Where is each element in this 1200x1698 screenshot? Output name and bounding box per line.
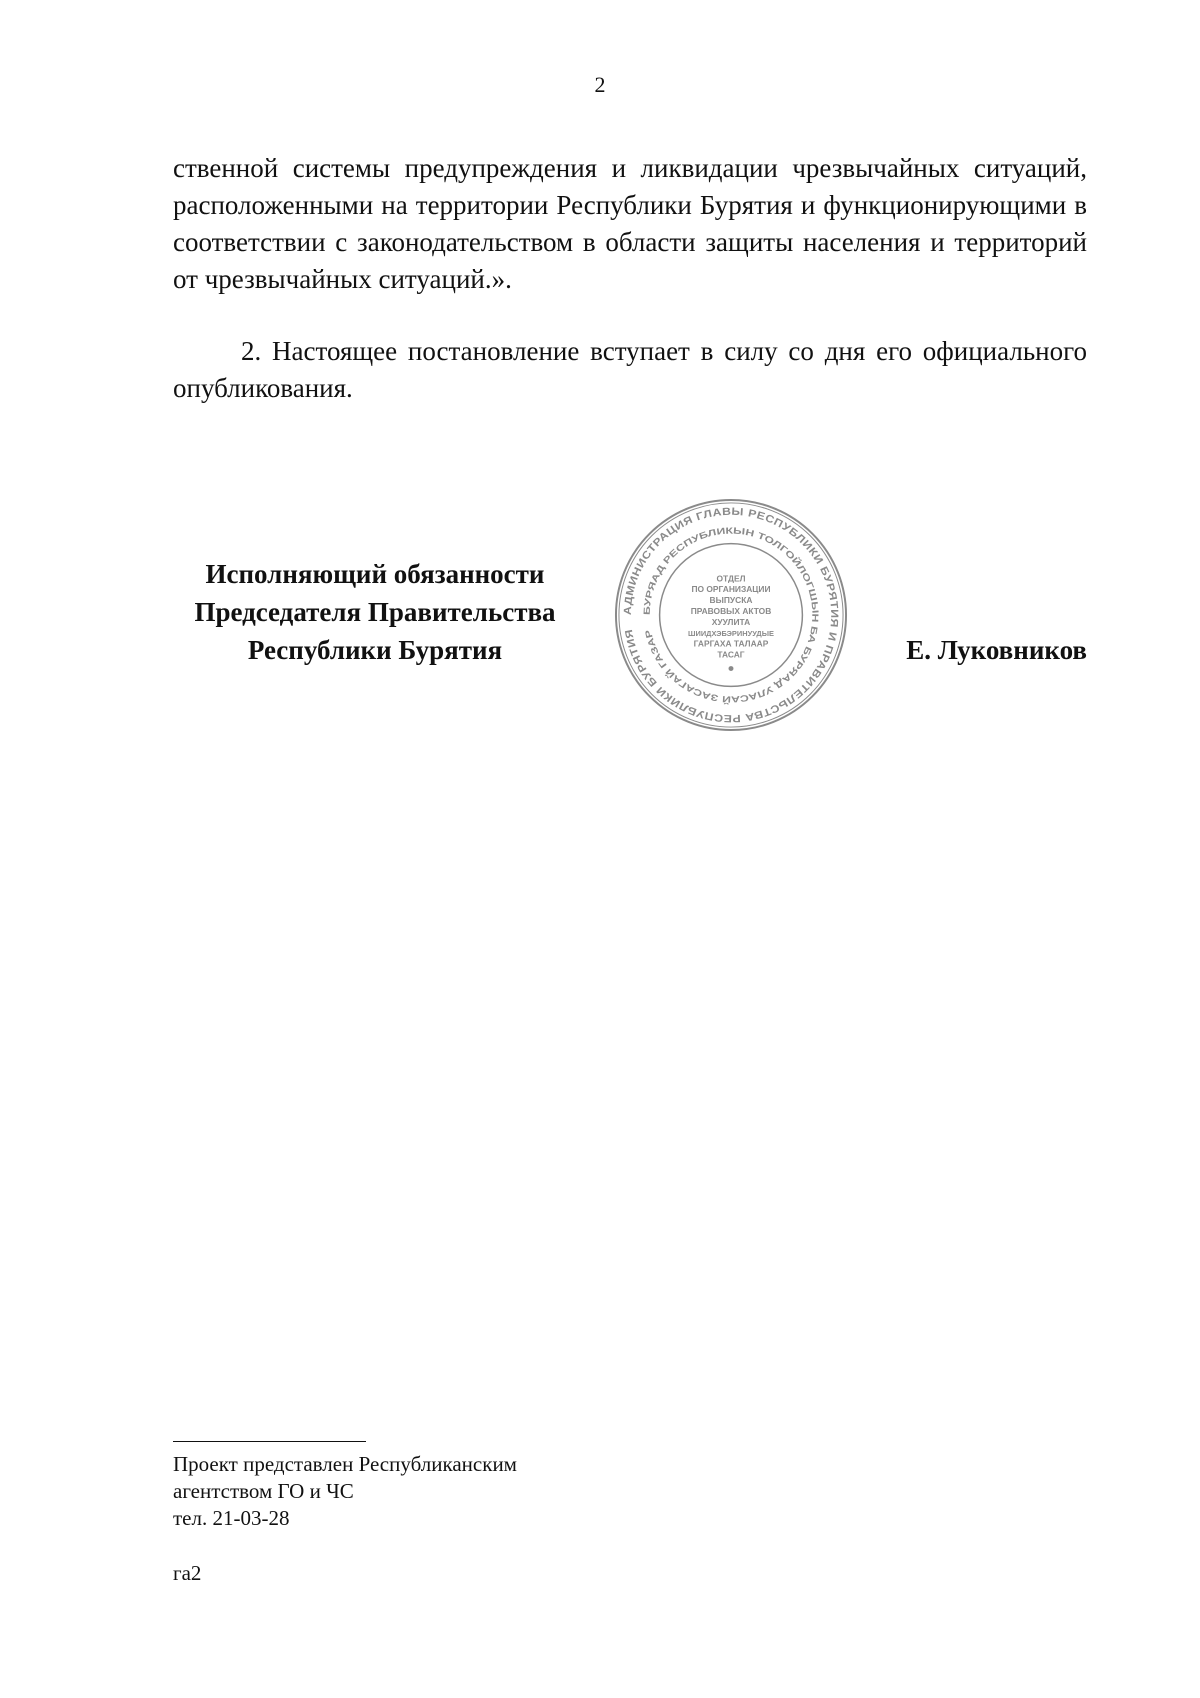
footnote-line: тел. 21-03-28 xyxy=(173,1506,290,1530)
seal-center-line: ГАРГАХА ТАЛААР xyxy=(693,638,769,649)
footnote-divider xyxy=(173,1441,366,1442)
document-code: га2 xyxy=(173,1561,202,1585)
signatory-position-line: Председателя Правительства xyxy=(194,597,556,627)
seal-outer-text: АДМИНИСТРАЦИЯ ГЛАВЫ РЕСПУБЛИКИ БУРЯТИЯ И ПРАВИТЕЛЬСТВА РЕСПУБЛИКИ БУРЯТИЯ xyxy=(622,506,840,724)
seal-center-line: ПО ОРГАНИЗАЦИИ xyxy=(691,584,771,595)
official-seal xyxy=(612,496,850,734)
signatory-name: Е. Луковников xyxy=(906,635,1087,665)
seal-inner-text: БУРЯАД РЕСПУБЛИКЫН ТОЛГОЙЛОГШЫН БА БУРЯАД УЛАСАЙ ЗАСАГАЙ ГАЗАР xyxy=(641,525,821,705)
body-paragraph-2: 2. Настоящее постановление вступает в силу со дня его официального опубликования. xyxy=(173,336,1087,403)
seal-center-line: ОТДЕЛ xyxy=(716,573,746,584)
seal-center-line: ПРАВОВЫХ АКТОВ xyxy=(690,606,772,617)
seal-center-line: ШИИДХЭБЭРИНУУДЫЕ xyxy=(688,628,774,638)
signatory-position-line: Исполняющий обязанности xyxy=(205,559,545,589)
footnote-line: Проект представлен Республиканским xyxy=(173,1452,517,1476)
page-number: 2 xyxy=(594,72,606,97)
seal-center-line: ВЫПУСКА xyxy=(709,595,753,606)
seal-center-line: ХУУЛИТА xyxy=(711,616,751,627)
footnote-line: агентством ГО и ЧС xyxy=(173,1479,354,1503)
footnote xyxy=(173,1451,517,1532)
seal-center-line: ТАСАГ xyxy=(717,649,745,660)
signatory-position xyxy=(165,555,585,669)
signatory-position-line: Республики Бурятия xyxy=(247,635,503,665)
seal-center-dot xyxy=(729,666,734,671)
body-paragraph-1: ственной системы предупреждения и ликвидации чрезвычайных ситуаций, расположенными на территории Республики Бурятия и функционирующими в соответствии с законодательством в области защиты населения и территорий от чрезвычайных ситуаций.». xyxy=(173,153,1087,294)
